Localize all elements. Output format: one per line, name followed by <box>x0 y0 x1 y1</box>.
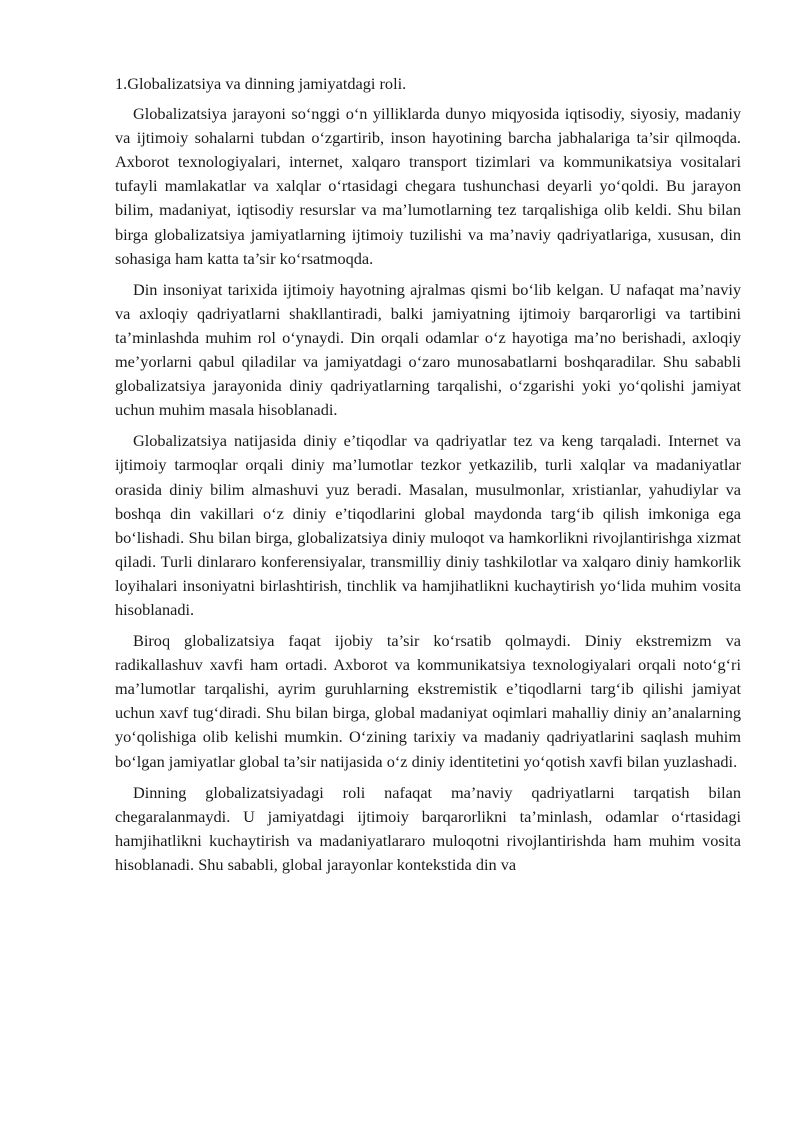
paragraph-conclusion-start: Dinning globalizatsiyadagi roli nafaqat ma’naviy qadriyatlarni tarqatish bilan chegaralanmaydi. U jamiyatdagi ijtimoiy barqarorlikni ta’minlash, odamlar o‘rtasidagi hamjihatlikni kuchaytirish va madaniyatlararo muloqotni rivojlantirishda ham muhim vosita hisoblanadi. Shu sababli, global jarayonlar kontekstida din va <box>115 782 741 874</box>
paragraph-globalization-intro: Globalizatsiya jarayoni so‘nggi o‘n yilliklarda dunyo miqyosida iqtisodiy, siyosiy, madaniy va ijtimoiy sohalarni tubdan o‘zgartirib, inson hayotining barcha jabhalariga ta’sir qilmoqda. Axborot texnologiyalari, internet, xalqaro transport tizimlari va kommunikatsiya vositalari tufayli mamlakatlar va xalqlar o‘rtasidagi chegara tushunchasi deyarli yo‘qoldi. Bu jarayon bilim, madaniyat, iqtisodiy resurslar va ma’lumotlarning tez tarqalishiga olib keldi. Shu bilan birga globalizatsiya jamiyatlarning ijtimoiy tuzilishi va ma’naviy qadriyatlariga, xususan, din sohasiga ham katta ta’sir ko‘rsatmoqda. <box>115 104 741 268</box>
paragraph-religion-role: Din insoniyat tarixida ijtimoiy hayotning ajralmas qismi bo‘lib kelgan. U nafaqat ma’naviy va axloqiy qadriyatlarni shakllantiradi, balki jamiyatning ijtimoiy barqarorligi va tartibini ta’minlashda muhim rol o‘ynaydi. Din orqali odamlar o‘z hayotiga ma’no berishadi, axloqiy me’yorlarni qabul qiladilar va jamiyatdagi o‘zaro munosabatlarni boshqaradilar. Shu sababli globalizatsiya jarayonida diniy qadriyatlarning tarqalishi, o‘zgarishi yoki yo‘qolishi jamiyat uchun muhim masala hisoblanadi. <box>115 279 741 420</box>
document-page <box>115 72 741 884</box>
section-heading: 1.Globalizatsiya va dinning jamiyatdagi roli. <box>115 74 407 93</box>
paragraph-religious-spread: Globalizatsiya natijasida diniy e’tiqodlar va qadriyatlar tez va keng tarqaladi. Internet va ijtimoiy tarmoqlar orqali diniy ma’lumotlar tezkor yetkazilib, turli xalqlar va madaniyatlar orasida diniy bilim almashuvi yuz beradi. Masalan, musulmonlar, xristianlar, yahudiylar va boshqa din vakillari o‘z diniy e’tiqodlarini global maydonda targ‘ib qilish imkoniga ega bo‘lishadi. Shu bilan birga, globalizatsiya diniy muloqot va hamkorlikni rivojlantirishga xizmat qiladi. Turli dinlararo konferensiyalar, transmilliy diniy tashkilotlar va xalqaro diniy hamkorlik loyihalari insoniyatni birlashtirish, tinchlik va hamjihatlikni kuchaytirish yo‘lida muhim vosita hisoblanadi. <box>115 431 741 619</box>
paragraph-risks: Biroq globalizatsiya faqat ijobiy ta’sir ko‘rsatib qolmaydi. Diniy ekstremizm va radikallashuv xavfi ham ortadi. Axborot va kommunikatsiya texnologiyalari orqali noto‘g‘ri ma’lumotlar tarqalishi, ayrim guruhlarning ekstremistik e’tiqodlarni targ‘ib qilishi jamiyat uchun xavf tug‘diradi. Shu bilan birga, global madaniyat oqimlari mahalliy diniy an’analarning yo‘qolishiga olib kelishi mumkin. O‘zining tarixiy va madaniy qadriyatlarini saqlash muhim bo‘lgan jamiyatlar global ta’sir natijasida o‘z diniy identitetini yo‘qotish xavfi bilan yuzlashadi. <box>115 631 741 771</box>
